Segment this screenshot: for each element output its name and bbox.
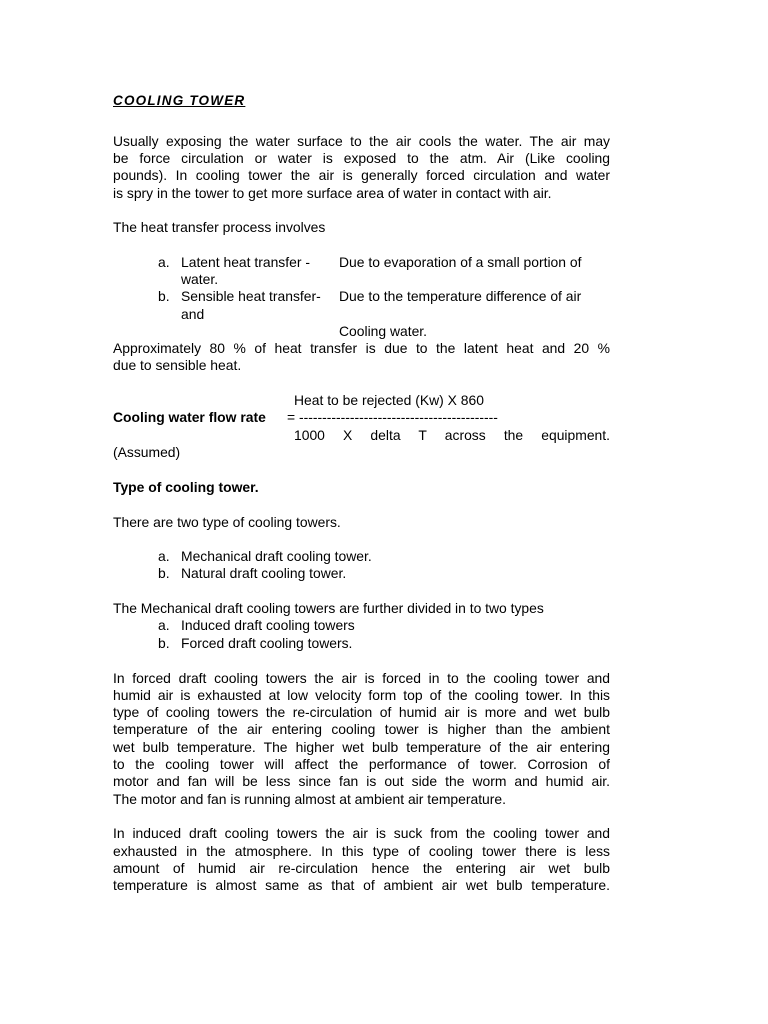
list-item-label: Latent heat transfer - [181, 254, 310, 270]
list-marker: a. [158, 617, 170, 633]
paragraph-line: motor and fan will be less since fan is out side the worm and humid air. [113, 773, 610, 789]
paragraph-line: humid air is exhausted at low velocity form top of the cooling tower. In this [113, 687, 610, 703]
paragraph-line: amount of humid air re-circulation hence the entering air wet bulb [113, 860, 610, 876]
list-marker: a. [158, 254, 170, 270]
list-marker: b. [158, 565, 170, 581]
formula-denominator: 1000 X delta T across the equipment. [294, 427, 610, 443]
formula-label: Cooling water flow rate [113, 409, 266, 425]
intro-line: Usually exposing the water surface to the air cools the water. The air may [113, 133, 610, 149]
formula-separator: = ------------------------------------------- [287, 409, 498, 425]
list-item: Mechanical draft cooling tower. [181, 548, 372, 564]
intro-line: pounds). In cooling tower the air is generally forced circulation and water [113, 167, 610, 183]
paragraph-line: temperature is almost same as that of ambient air wet bulb temperature. [113, 877, 610, 893]
list-item-description: Due to the temperature difference of air [339, 288, 582, 304]
formula-note: (Assumed) [113, 444, 181, 460]
intro-line: is spry in the tower to get more surface area of water in contact with air. [113, 185, 552, 201]
paragraph-line: In induced draft cooling towers the air is suck from the cooling tower and [113, 825, 610, 841]
list-item-description: Due to evaporation of a small portion of [339, 254, 582, 270]
list-item-description: Cooling water. [339, 323, 428, 339]
list-item: Forced draft cooling towers. [181, 635, 353, 651]
paragraph-line: temperature of the air entering cooling tower is higher than the ambient [113, 721, 610, 737]
list-item: Induced draft cooling towers [181, 617, 355, 633]
list-marker: a. [158, 548, 170, 564]
percentage-line: due to sensible heat. [113, 357, 242, 373]
list-item: Natural draft cooling tower. [181, 565, 347, 581]
types-intro: There are two type of cooling towers. [113, 514, 341, 530]
paragraph-line: exhausted in the atmosphere. In this type of cooling tower there is less [113, 843, 610, 859]
heat-transfer-intro: The heat transfer process involves [113, 219, 326, 235]
formula-numerator: Heat to be rejected (Kw) X 860 [294, 392, 484, 408]
section-heading: Type of cooling tower. [113, 479, 259, 495]
document-title: COOLING TOWER [113, 93, 246, 108]
paragraph-line: wet bulb temperature. The higher wet bulb temperature of the air entering [113, 739, 610, 755]
list-item-label: and [181, 306, 205, 322]
list-marker: b. [158, 635, 170, 651]
list-item-label: Sensible heat transfer- [181, 288, 321, 304]
percentage-line: Approximately 80 % of heat transfer is due to the latent heat and 20 % [113, 340, 610, 356]
paragraph-line: to the cooling tower will affect the performance of tower. Corrosion of [113, 756, 610, 772]
intro-line: be force circulation or water is exposed to the atm. Air (Like cooling [113, 150, 610, 166]
paragraph-line: type of cooling towers the re-circulation of humid air is more and wet bulb [113, 704, 610, 720]
list-item-label: water. [181, 271, 219, 287]
paragraph-line: In forced draft cooling towers the air is forced in to the cooling tower and [113, 670, 610, 686]
paragraph-line: The motor and fan is running almost at ambient air temperature. [113, 791, 506, 807]
mechanical-intro: The Mechanical draft cooling towers are further divided in to two types [113, 600, 544, 616]
list-marker: b. [158, 288, 170, 304]
